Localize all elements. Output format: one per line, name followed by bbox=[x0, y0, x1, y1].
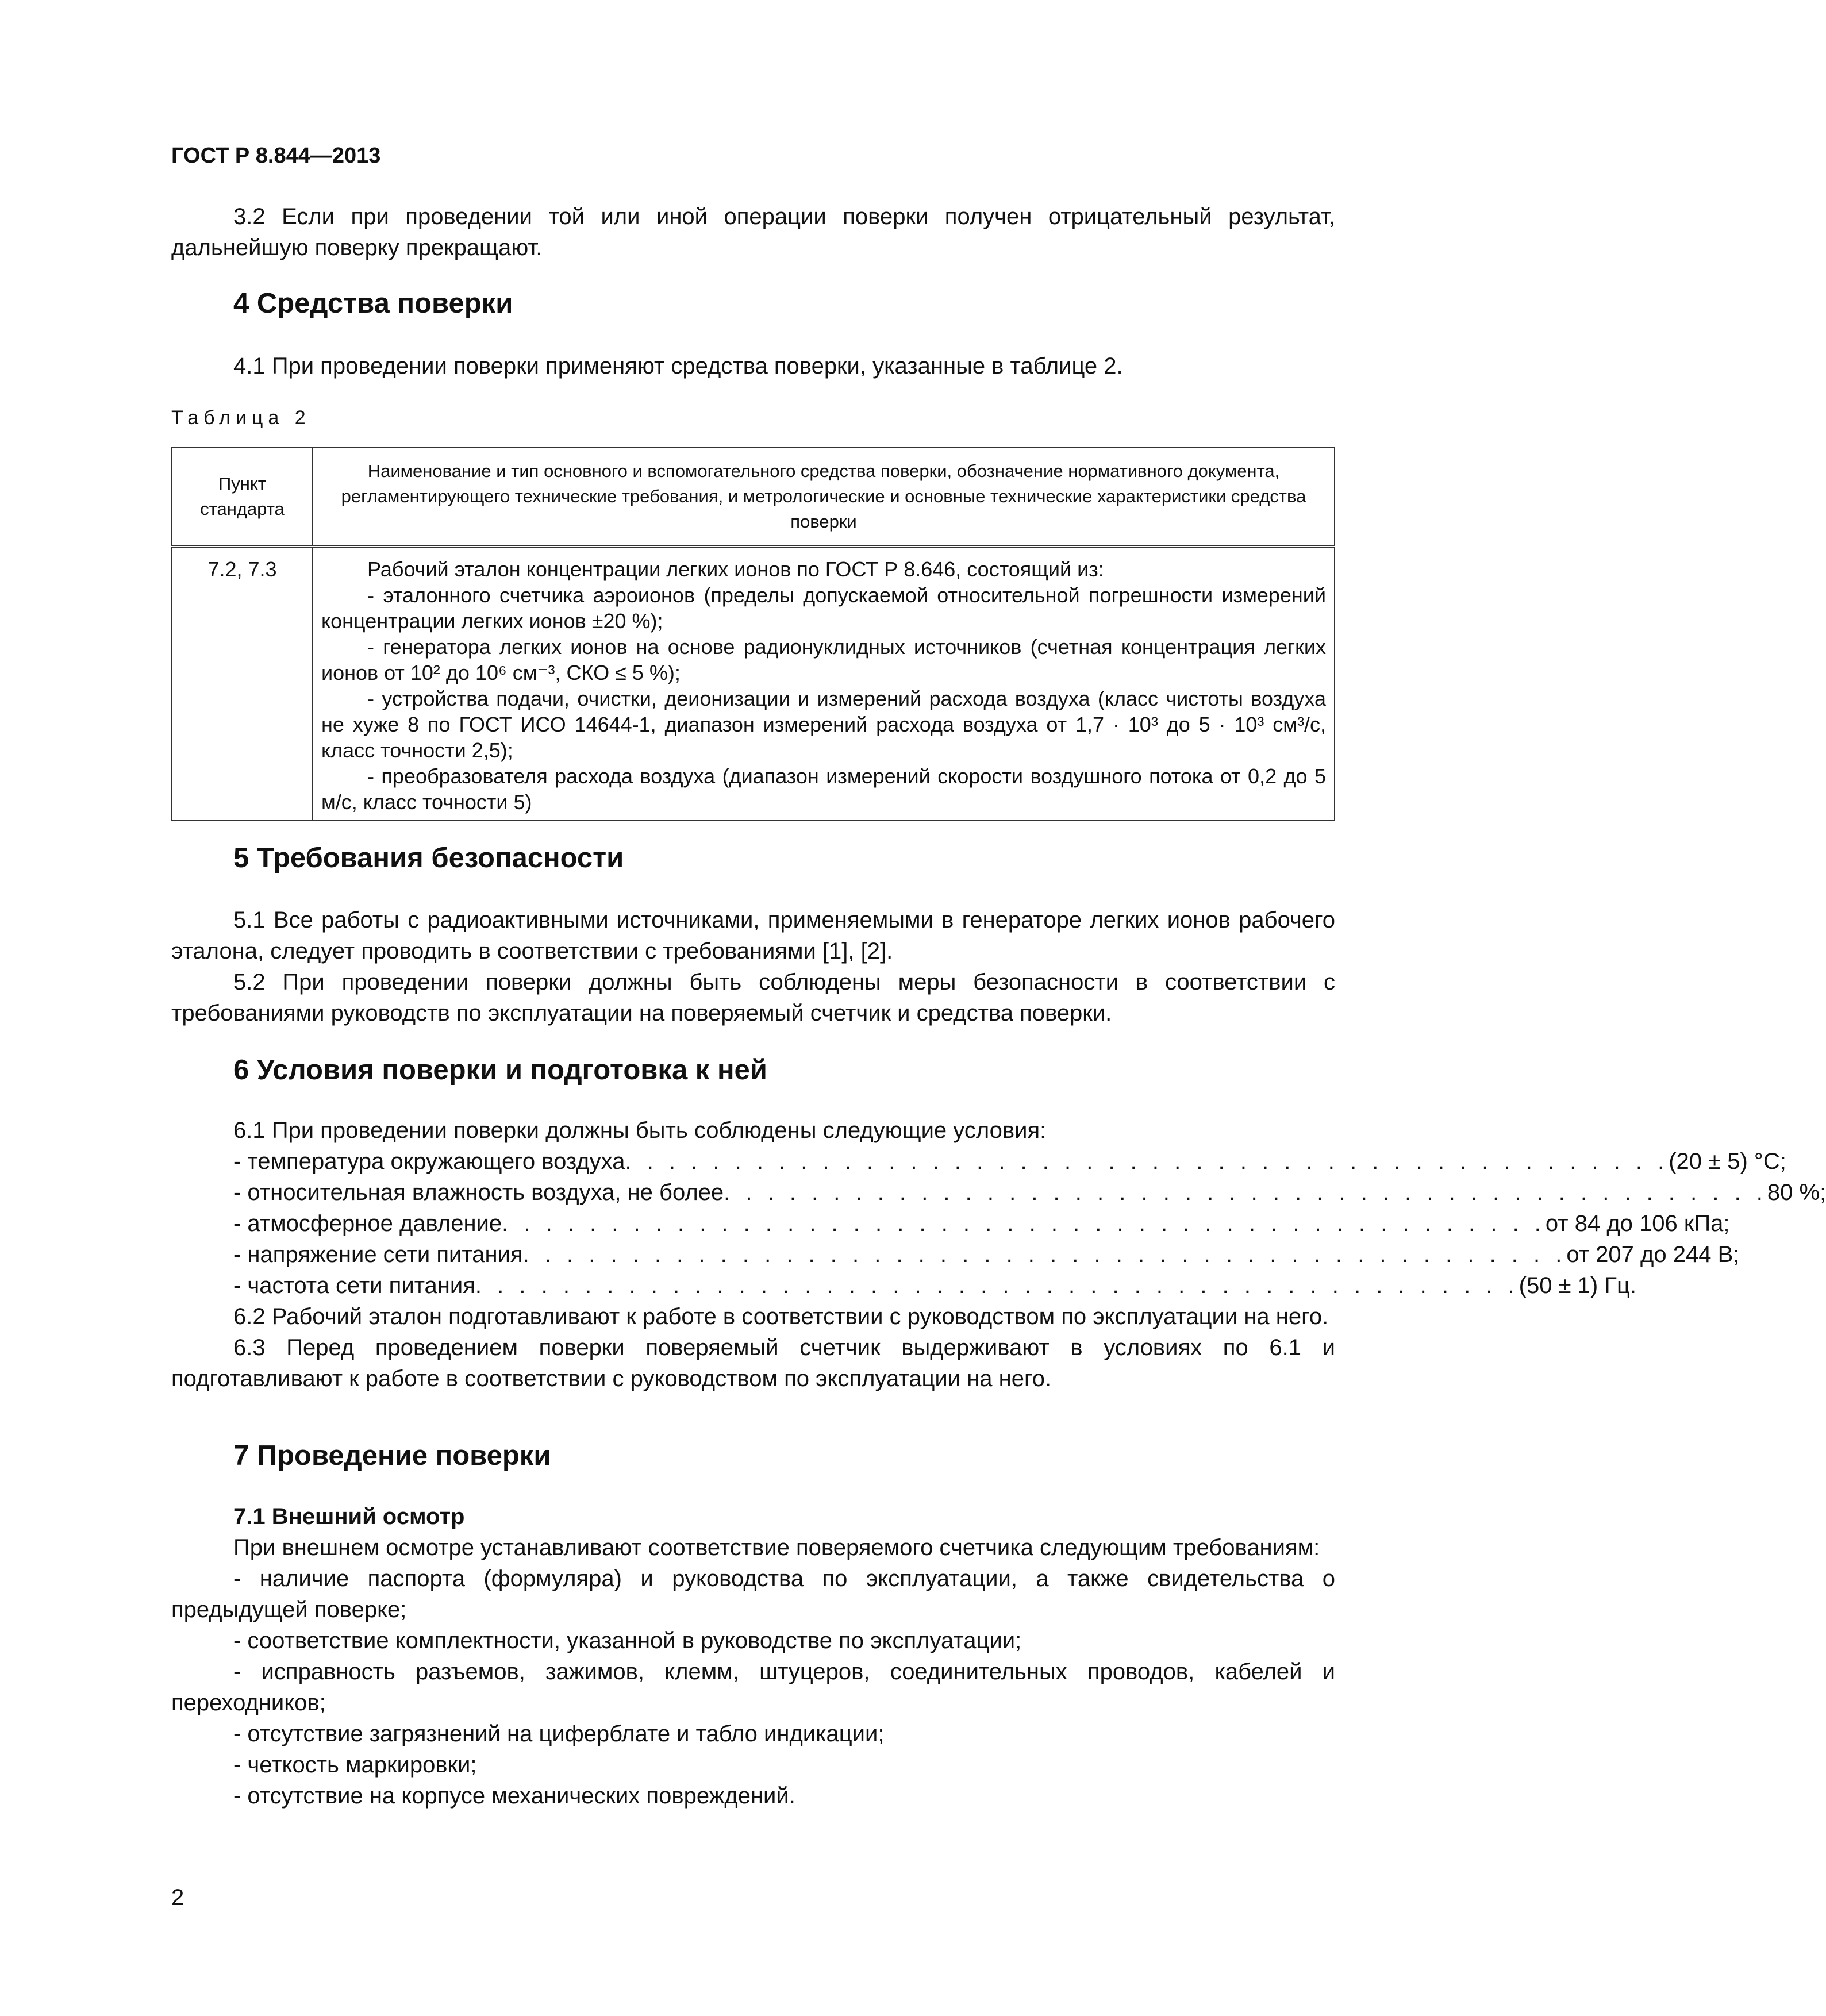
table-line: - устройства подачи, очистки, деионизации и измерений расхода воздуха (класс чистоты воздуха не хуже 8 по ГОСТ ИСО 14644-1, диапазон измерений расхода воздуха от 1,7 · 10³ до 5 · 10³ см³/с, класс точности 2,5); bbox=[321, 687, 1326, 762]
list-item: - отсутствие на корпусе механических повреждений. bbox=[233, 1783, 795, 1809]
list-item: - отсутствие загрязнений на циферблате и табло индикации; bbox=[233, 1721, 885, 1746]
condition-item bbox=[171, 1146, 1786, 1177]
section-7-1 bbox=[171, 1501, 1335, 1811]
condition-label: - относительная влажность воздуха, не более bbox=[233, 1180, 724, 1205]
dot-leader: . . . . . . . . . . . . . . . . . . . . . . . . . . . . . . . . . . . . . . . . . . . . . . . . bbox=[475, 1273, 1519, 1298]
heading-7: 7 Проведение поверки bbox=[233, 1440, 551, 1471]
table-row bbox=[172, 547, 1335, 820]
document-header: ГОСТ Р 8.844—2013 bbox=[171, 144, 381, 168]
paragraph-4-1: 4.1 При проведении поверки применяют средства поверки, указанные в таблице 2. bbox=[233, 353, 1123, 379]
condition-value: 80 %; bbox=[1767, 1180, 1826, 1205]
heading-5: 5 Требования безопасности bbox=[233, 842, 624, 874]
conditions-list bbox=[171, 1115, 1826, 1394]
dot-leader: . . . . . . . . . . . . . . . . . . . . . . . . . . . . . . . . . . . . . . . . . . . . . . . . bbox=[724, 1180, 1767, 1205]
condition-value: от 84 до 106 кПа; bbox=[1545, 1211, 1730, 1236]
page-number: 2 bbox=[171, 1885, 184, 1910]
paragraph-6-1: 6.1 При проведении поверки должны быть соблюдены следующие условия: bbox=[233, 1118, 1047, 1143]
condition-value: (20 ± 5) °С; bbox=[1669, 1149, 1786, 1174]
list-item: - исправность разъемов, зажимов, клемм, штуцеров, соединительных проводов, кабелей и переходников; bbox=[171, 1659, 1335, 1715]
paragraph-5-2: 5.2 При проведении поверки должны быть соблюдены меры безопасности в соответствии с требованиями руководств по эксплуатации на поверяемый счетчик и средства поверки. bbox=[171, 969, 1335, 1026]
table-caption: Таблица 2 bbox=[171, 407, 311, 429]
paragraph-7-1-intro: При внешнем осмотре устанавливают соответствие поверяемого счетчика следующим требованиям: bbox=[233, 1535, 1320, 1560]
heading-6: 6 Условия поверки и подготовка к ней bbox=[233, 1055, 767, 1086]
condition-label: - температура окружающего воздуха bbox=[233, 1149, 625, 1174]
paragraph-3-2: 3.2 Если при проведении той или иной операции поверки получен отрицательный результат, дальнейшую поверку прекращают. bbox=[171, 204, 1335, 260]
table-line: Рабочий эталон концентрации легких ионов по ГОСТ Р 8.646, состоящий из: bbox=[367, 557, 1104, 581]
heading-4: 4 Средства поверки bbox=[233, 288, 513, 319]
table-cell-description bbox=[313, 547, 1335, 820]
condition-value: (50 ± 1) Гц. bbox=[1519, 1273, 1637, 1298]
table-header-description: Наименование и тип основного и вспомогательного средства поверки, обозначение нормативного документа, регламентирующего технические требования, и метрологические и основные технические характеристики средства поверки bbox=[313, 448, 1335, 547]
paragraph-5-1: 5.1 Все работы с радиоактивными источниками, применяемыми в генераторе легких ионов рабочего эталона, следует проводить в соответствии с требованиями [1], [2]. bbox=[171, 907, 1335, 964]
dot-leader: . . . . . . . . . . . . . . . . . . . . . . . . . . . . . . . . . . . . . . . . . . . . . . . . bbox=[522, 1242, 1567, 1267]
list-item: - четкость маркировки; bbox=[233, 1752, 477, 1778]
list-item: - соответствие комплектности, указанной в руководстве по эксплуатации; bbox=[233, 1628, 1022, 1653]
condition-item bbox=[171, 1239, 1740, 1270]
dot-leader: . . . . . . . . . . . . . . . . . . . . . . . . . . . . . . . . . . . . . . . . . . . . . . . . bbox=[625, 1149, 1669, 1174]
dot-leader: . . . . . . . . . . . . . . . . . . . . . . . . . . . . . . . . . . . . . . . . . . . . . . . . bbox=[502, 1211, 1546, 1236]
condition-item bbox=[171, 1208, 1730, 1239]
condition-value: от 207 до 244 В; bbox=[1566, 1242, 1740, 1267]
table-2 bbox=[171, 447, 1335, 821]
condition-item bbox=[171, 1177, 1826, 1208]
condition-item bbox=[171, 1270, 1637, 1301]
table-header-point: Пункт стандарта bbox=[172, 448, 313, 547]
heading-7-1: 7.1 Внешний осмотр bbox=[233, 1504, 465, 1529]
table-line: - эталонного счетчика аэроионов (пределы допускаемой относительной погрешности измерений концентрации легких ионов ±20 %); bbox=[321, 583, 1326, 633]
condition-label: - напряжение сети питания bbox=[233, 1242, 523, 1267]
paragraph-6-2: 6.2 Рабочий эталон подготавливают к работе в соответствии с руководством по эксплуатации на него. bbox=[233, 1304, 1329, 1329]
paragraph-6-3: 6.3 Перед проведением поверки поверяемый счетчик выдерживают в условиях по 6.1 и подготавливают к работе в соответствии с руководством по эксплуатации на него. bbox=[171, 1335, 1335, 1391]
condition-label: - атмосферное давление bbox=[233, 1211, 502, 1236]
table-line: - преобразователя расхода воздуха (диапазон измерений скорости воздушного потока от 0,2 до 5 м/с, класс точности 5) bbox=[321, 764, 1326, 814]
section-4 bbox=[171, 287, 1335, 320]
table-line: - генератора легких ионов на основе радионуклидных источников (счетная концентрация легких ионов от 10² до 10⁶ см⁻³, СКО ≤ 5 %); bbox=[321, 635, 1326, 684]
section-3-2 bbox=[171, 201, 1335, 263]
table-cell-point: 7.2, 7.3 bbox=[172, 547, 313, 820]
list-item: - наличие паспорта (формуляра) и руководства по эксплуатации, а также свидетельства о предыдущей поверке; bbox=[171, 1566, 1335, 1622]
condition-label: - частота сети питания bbox=[233, 1273, 475, 1298]
